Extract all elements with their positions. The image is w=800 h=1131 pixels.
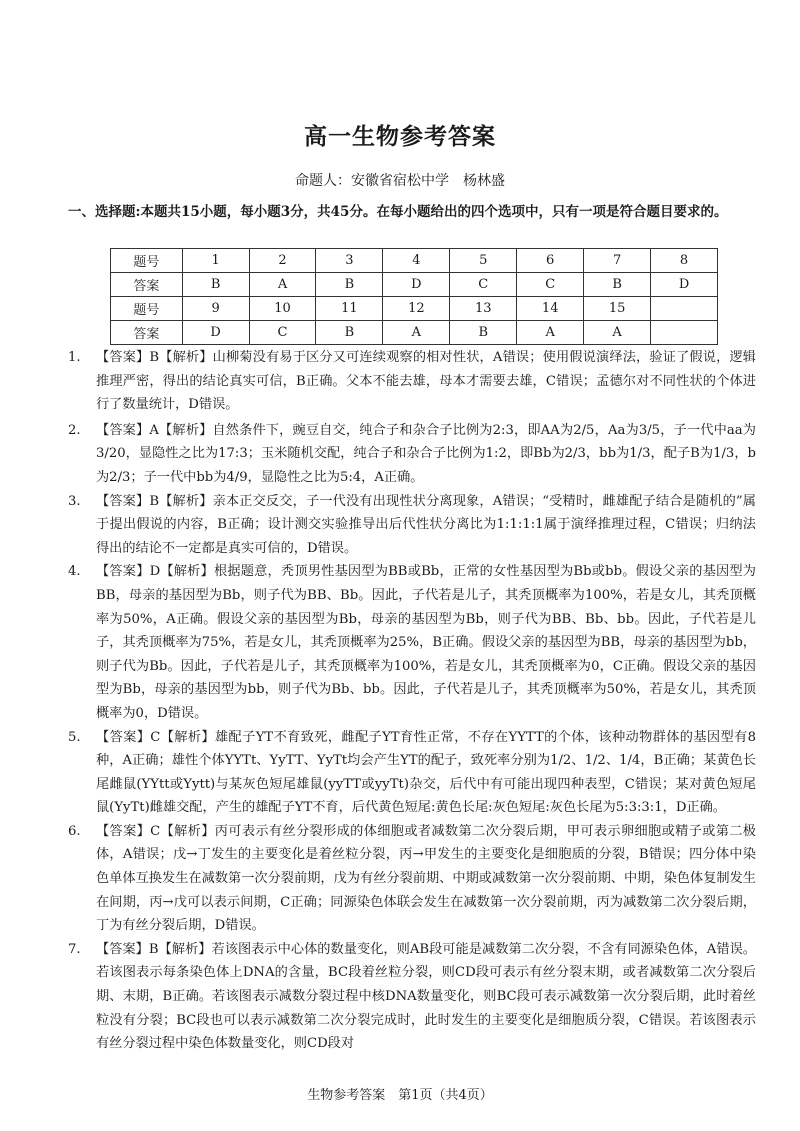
answer-cell: A: [249, 273, 316, 297]
question-number-cell: 15: [584, 297, 651, 321]
explanation-text: 【答案】C【解析】雄配子YT不育致死，雌配子YT育性正常，不存在YYTT的个体，该种动物群体的基因型有8种，A正确；雄性个体YYTt、YyTT、YyTt均会产生YT的配子，致死率分别为1/2、1/2、1/4，B正确；某黄色长尾雌鼠(YYtt或Yytt)与某灰色短尾雄鼠(yyTT或yyTt)杂交，后代中有可能出现四种表型，C错误；某对黄色短尾鼠(YyTt)雌雄交配，产生的雄配子YT不育，后代黄色短尾:黄色长尾:灰色短尾:灰色长尾为5:3:3:1，D正确。: [96, 729, 756, 816]
page-footer: 生物参考答案 第1页（共4页）: [307, 1088, 493, 1103]
answer-cell: C: [450, 273, 517, 297]
explanation-text: 【答案】B【解析】亲本正交反交，子一代没有出现性状分离现象，A错误；“受精时，雌雄配子结合是随机的”属于提出假说的内容，B正确；设计测交实验推导出后代性状分离比为1:1:1:1属于演绎推理过程，C错误；归纳法得出的结论不一定都是真实可信的，D错误。: [96, 493, 756, 556]
explanation-item: [68, 938, 756, 1056]
explanation-text: 【答案】D【解析】根据题意，秃顶男性基因型为BB或Bb，正常的女性基因型为Bb或bb。假设父亲的基因型为BB，母亲的基因型为Bb，则子代为BB、Bb。因此，子代若是儿子，其秃顶概率为100%，若是女儿，其秃顶概率为50%，A正确。假设父亲的基因型为Bb，母亲的基因型为Bb，则子代为BB、Bb、bb。因此，子代若是儿子，其秃顶概率为75%，若是女儿，其秃顶概率为25%，B正确。假设父亲的基因型为BB，母亲的基因型为bb，则子代为Bb。因此，子代若是儿子，其秃顶概率为100%，若是女儿，其秃顶概率为0，C正确。假设父亲的基因型为Bb，母亲的基因型为bb，则子代为Bb、bb。因此，子代若是儿子，其秃顶概率为50%，若是女儿，其秃顶概率为0，D错误。: [96, 564, 756, 721]
explanation-number: 1.: [68, 350, 81, 365]
answer-table-row-label: 题号: [111, 249, 183, 273]
question-number-cell: 10: [249, 297, 316, 321]
answer-cell: C: [249, 321, 316, 345]
question-number-cell: 5: [450, 249, 517, 273]
explanation-item: [68, 560, 756, 725]
explanation-number: 6.: [68, 823, 81, 839]
question-number-cell: 13: [450, 297, 517, 321]
explanation-text: 【答案】B【解析】若该图表示中心体的数量变化，则AB段可能是减数第二次分裂，不含有同源染色体，A错误。若该图表示每条染色体上DNA的含量，BC段着丝粒分裂，则CD段可表示有丝分裂末期，或者减数第二次分裂后期、末期，B正确。若该图表示减数分裂过程中核DNA数量变化，则BC段可表示减数第一次分裂后期，此时着丝粒没有分裂；BC段也可以表示减数第二次分裂完成时，此时发生的主要变化是细胞质分裂，C错误。若该图表示有丝分裂过程中染色体数量变化，则CD段对: [96, 941, 756, 1052]
explanation-number: 7.: [68, 941, 81, 957]
answer-table-row-label: 答案: [111, 273, 183, 297]
question-number-cell: 2: [249, 249, 316, 273]
answer-table: [110, 248, 718, 345]
answer-cell: D: [651, 273, 718, 297]
explanation-item: [68, 820, 756, 938]
explanation-text: 【答案】A【解析】自然条件下，豌豆自交，纯合子和杂合子比例为2:3，即AA为2/5，Aa为3/5，子一代中aa为3/20，显隐性之比为17:3；玉米随机交配，纯合子和杂合子比例为1:2，即Bb为2/3，bb为1/3，配子B为1/3，b为2/3；子一代中bb为4/9，显隐性之比为5:4，A正确。: [96, 422, 756, 485]
explanation-item: [68, 419, 756, 490]
answer-cell: A: [383, 321, 450, 345]
question-number-cell: 9: [182, 297, 249, 321]
section-heading: 一、选择题:本题共15小题，每小题3分，共45分。在每小题给出的四个选项中，只有一项是符合题目要求的。: [68, 204, 728, 220]
explanation-text: 【答案】C【解析】丙可表示有丝分裂形成的体细胞或者减数第二次分裂后期，甲可表示卵细胞或精子或第二极体，A错误；戊→丁发生的主要变化是着丝粒分裂，丙→甲发生的主要变化是细胞质的分裂，B错误；四分体中染色单体互换发生在减数第一次分裂前期，戊为有丝分裂前期、中期或减数第一次分裂前期、中期，染色体复制发生在间期，丙→戊可以表示间期，C正确；同源染色体联会发生在减数第一次分裂前期，丙为减数第二次分裂后期，丁为有丝分裂后期，D错误。: [96, 823, 756, 934]
answer-cell: B: [182, 273, 249, 297]
answer-table-row: [111, 321, 718, 345]
question-number-cell: 4: [383, 249, 450, 273]
answer-cell: D: [182, 321, 249, 345]
explanation-number: 4.: [68, 564, 81, 580]
answer-table-row-label: 题号: [111, 297, 183, 321]
answer-cell: D: [383, 273, 450, 297]
explanation-number: 5.: [68, 729, 81, 745]
answer-cell: [651, 321, 718, 345]
explanation-item: [68, 346, 756, 417]
explanation-number: 3.: [68, 493, 81, 509]
question-number-cell: 11: [316, 297, 383, 321]
page-title: 高一生物参考答案: [304, 123, 496, 150]
answer-cell: B: [316, 273, 383, 297]
question-number-cell: 6: [517, 249, 584, 273]
answer-cell: A: [517, 321, 584, 345]
answer-cell: C: [517, 273, 584, 297]
answer-cell: A: [584, 321, 651, 345]
answer-table-row: [111, 273, 718, 297]
answer-table-row-label: 答案: [111, 321, 183, 345]
question-number-cell: 7: [584, 249, 651, 273]
explanation-text: 【答案】B【解析】山柳菊没有易于区分又可连续观察的相对性状，A错误；使用假说演绎法，验证了假说，逻辑推理严密，得出的结论真实可信，B正确。父本不能去雄，母本才需要去雄，C错误；孟德尔对不同性状的个体进行了数量统计，D错误。: [96, 350, 756, 413]
answer-table-row: [111, 297, 718, 321]
answer-cell: B: [584, 273, 651, 297]
question-number-cell: 14: [517, 297, 584, 321]
explanation-number: 2.: [68, 422, 81, 438]
question-number-cell: 8: [651, 249, 718, 273]
answer-cell: B: [316, 321, 383, 345]
question-number-cell: 12: [383, 297, 450, 321]
answer-table-row: [111, 249, 718, 273]
question-number-cell: 3: [316, 249, 383, 273]
question-number-cell: 1: [182, 249, 249, 273]
explanations-list: [68, 346, 756, 1056]
author-line: 命题人：安徽省宿松中学 杨林盛: [295, 173, 505, 189]
answer-cell: B: [450, 321, 517, 345]
explanation-item: [68, 490, 756, 561]
explanation-item: [68, 726, 756, 820]
question-number-cell: [651, 297, 718, 321]
